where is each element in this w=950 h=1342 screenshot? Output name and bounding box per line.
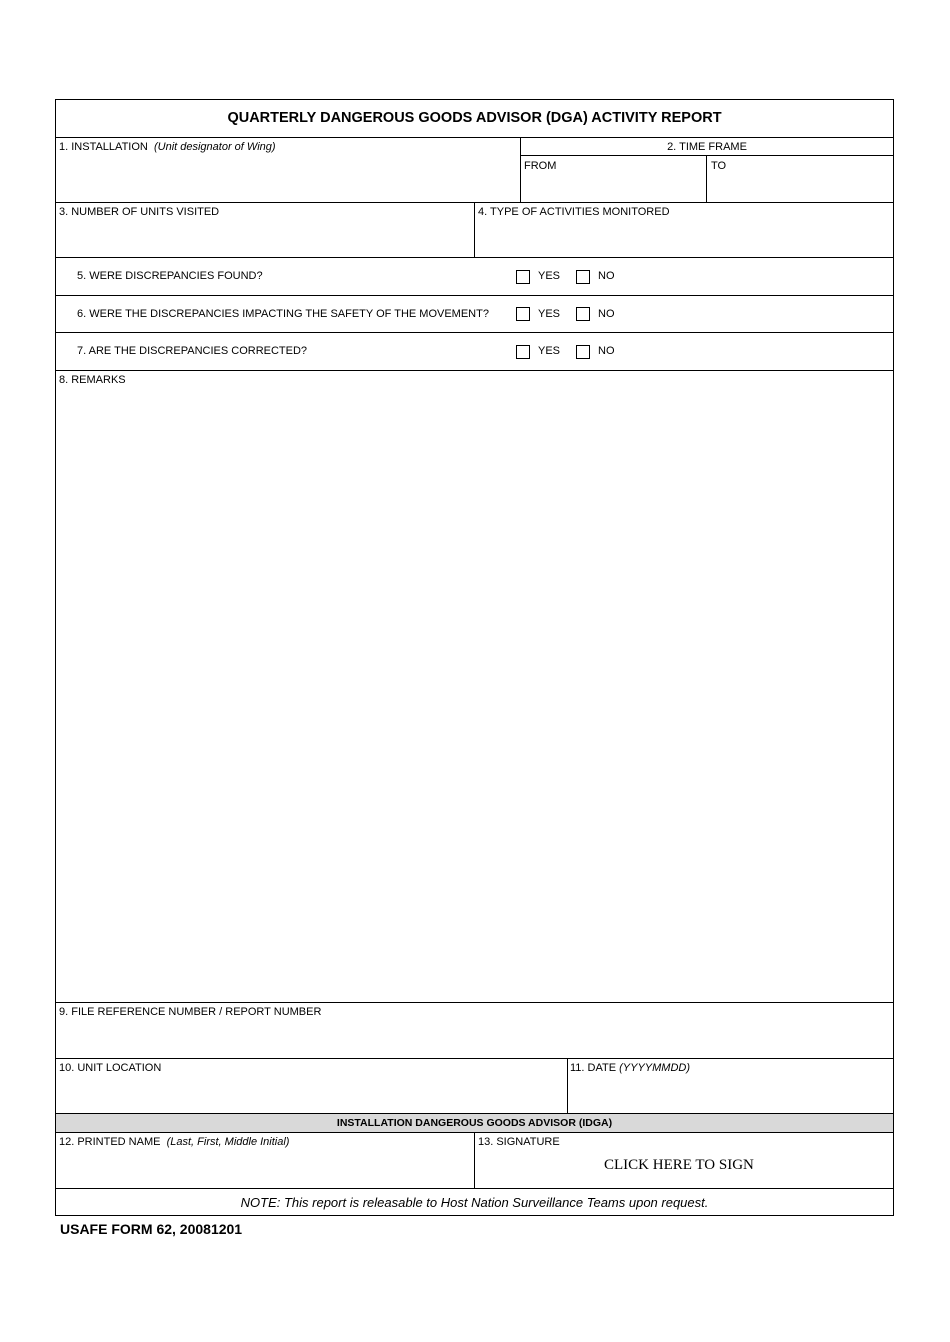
printed-name-field[interactable] — [56, 1150, 474, 1188]
divider — [56, 257, 893, 258]
installation-field[interactable] — [56, 155, 520, 202]
remarks-field[interactable] — [56, 388, 893, 1002]
from-date-field[interactable] — [521, 156, 706, 202]
q6-yes-checkbox[interactable] — [516, 307, 530, 321]
divider — [56, 137, 893, 138]
question-discrepancies-found: 5. WERE DISCREPANCIES FOUND? — [77, 270, 263, 282]
q7-no-checkbox[interactable] — [576, 345, 590, 359]
unit-location-field[interactable] — [56, 1076, 567, 1113]
activities-label: 4. TYPE OF ACTIVITIES MONITORED — [478, 206, 670, 218]
divider — [56, 1188, 893, 1189]
form-title: QUARTERLY DANGEROUS GOODS ADVISOR (DGA) ACTIVITY REPORT — [227, 110, 722, 126]
from-label: FROM — [524, 160, 557, 172]
to-label: TO — [711, 160, 727, 172]
q5-yes-checkbox[interactable] — [516, 270, 530, 284]
divider — [56, 370, 893, 371]
unit-location-label: 10. UNIT LOCATION — [59, 1062, 162, 1074]
divider — [56, 1002, 893, 1003]
q6-no-checkbox[interactable] — [576, 307, 590, 321]
q6-no-label: NO — [598, 308, 615, 320]
divider — [474, 1132, 475, 1188]
units-visited-label: 3. NUMBER OF UNITS VISITED — [59, 206, 220, 218]
divider — [56, 295, 893, 296]
q7-no-label: NO — [598, 345, 615, 357]
q7-yes-label: YES — [538, 345, 561, 357]
date-label: 11. DATE (YYYYMMDD) — [570, 1062, 691, 1074]
q5-no-checkbox[interactable] — [576, 270, 590, 284]
releasability-note: NOTE: This report is releasable to Host Nation Surveillance Teams upon request. — [240, 1195, 709, 1210]
dga-report-form — [55, 99, 894, 1216]
file-reference-field[interactable] — [56, 1020, 893, 1058]
sign-button[interactable]: CLICK HERE TO SIGN — [604, 1157, 754, 1173]
q5-yes-label: YES — [538, 270, 561, 282]
q7-yes-checkbox[interactable] — [516, 345, 530, 359]
divider — [56, 1058, 893, 1059]
remarks-label: 8. REMARKS — [59, 374, 126, 386]
file-reference-label: 9. FILE REFERENCE NUMBER / REPORT NUMBER — [59, 1006, 322, 1018]
q6-yes-label: YES — [538, 308, 561, 320]
signature-label: 13. SIGNATURE — [478, 1136, 560, 1148]
form-identifier: USAFE FORM 62, 20081201 — [60, 1221, 243, 1237]
activities-field[interactable] — [475, 220, 893, 257]
question-discrepancies-corrected: 7. ARE THE DISCREPANCIES CORRECTED? — [77, 345, 308, 357]
time-frame-label: 2. TIME FRAME — [667, 141, 747, 153]
printed-name-label: 12. PRINTED NAME (Last, First, Middle Initial) — [59, 1136, 290, 1148]
question-safety-impact: 6. WERE THE DISCREPANCIES IMPACTING THE SAFETY OF THE MOVEMENT? — [77, 308, 489, 320]
installation-label: 1. INSTALLATION (Unit designator of Wing) — [59, 141, 276, 153]
divider — [56, 332, 893, 333]
units-visited-field[interactable] — [56, 220, 474, 257]
date-field[interactable] — [568, 1076, 893, 1113]
to-date-field[interactable] — [707, 156, 893, 202]
q5-no-label: NO — [598, 270, 615, 282]
idga-section-header: INSTALLATION DANGEROUS GOODS ADVISOR (IDGA) — [56, 1114, 893, 1132]
